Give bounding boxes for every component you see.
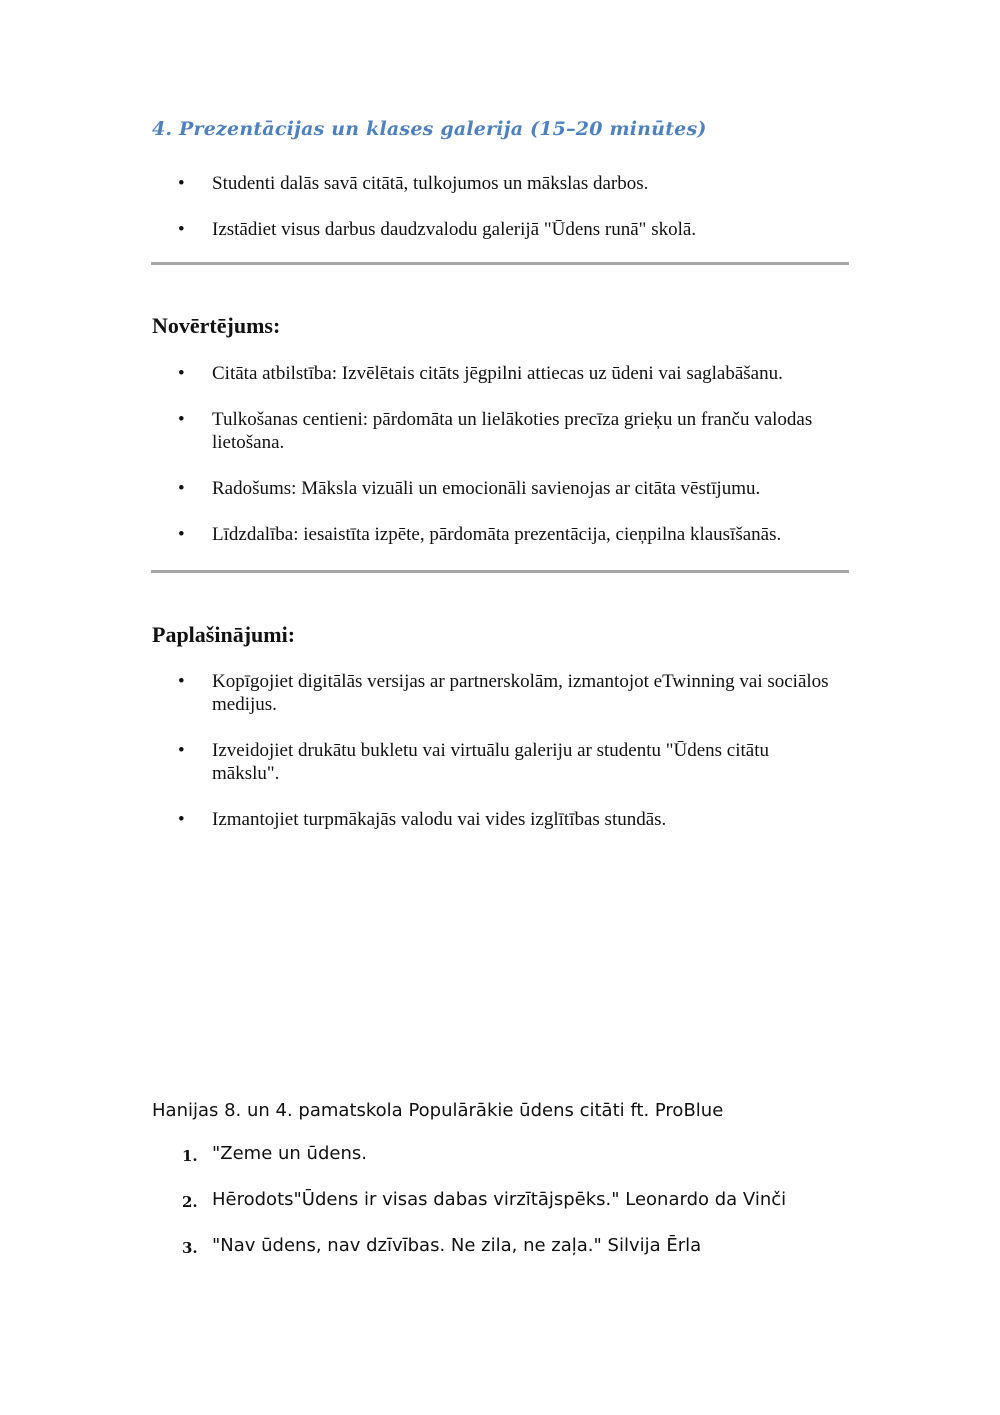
- list-item: • Līdzdalība: iesaistīta izpēte, pārdomāta prezentācija, cieņpilna klausīšanās.: [152, 523, 832, 546]
- quote-item: [152, 1234, 852, 1258]
- quote-text: Hērodots"Ūdens ir visas dabas virzītājspēks." Leonardo da Vinči: [212, 1189, 787, 1210]
- list-item: • Izmantojiet turpmākajās valodu vai vides izglītības stundās.: [152, 808, 832, 831]
- quotes-list: [152, 1142, 852, 1280]
- section-heading: 4. Prezentācijas un klases galerija (15–20 minūtes): [152, 118, 707, 140]
- quote-number: 1.: [182, 1147, 198, 1165]
- quote-text: "Zeme un ūdens.: [212, 1143, 367, 1164]
- horizontal-rule: [151, 570, 849, 573]
- list-item: • Kopīgojiet digitālās versijas ar partnerskolām, izmantojot eTwinning vai sociālos medijus.: [152, 670, 832, 716]
- presentation-list: [152, 172, 832, 264]
- quote-item: [152, 1142, 852, 1166]
- horizontal-rule: [151, 262, 849, 265]
- list-item: • Izveidojiet drukātu bukletu vai virtuālu galeriju ar studentu "Ūdens citātu mākslu".: [152, 739, 832, 785]
- quote-item: [152, 1188, 852, 1212]
- extensions-list: [152, 670, 832, 854]
- quote-text: "Nav ūdens, nav dzīvības. Ne zila, ne zaļa." Silvija Ērla: [212, 1235, 702, 1256]
- quote-number: 2.: [182, 1193, 198, 1211]
- list-item: • Citāta atbilstība: Izvēlētais citāts jēgpilni attiecas uz ūdeni vai saglabāšanu.: [152, 362, 832, 385]
- quote-number: 3.: [182, 1239, 198, 1257]
- extensions-title: Paplašinājumi:: [152, 622, 296, 647]
- assessment-list: [152, 362, 832, 569]
- list-item: • Radošums: Māksla vizuāli un emocionāli savienojas ar citāta vēstījumu.: [152, 477, 832, 500]
- list-item: • Izstādiet visus darbus daudzvalodu galerijā "Ūdens runā" skolā.: [152, 218, 832, 241]
- list-item: • Tulkošanas centieni: pārdomāta un lielākoties precīza grieķu un franču valodas lietošana.: [152, 408, 832, 454]
- quotes-title: Hanijas 8. un 4. pamatskola Populārākie ūdens citāti ft. ProBlue: [152, 1100, 724, 1121]
- assessment-title: Novērtējums:: [152, 313, 281, 338]
- list-item: • Studenti dalās savā citātā, tulkojumos un mākslas darbos.: [152, 172, 832, 195]
